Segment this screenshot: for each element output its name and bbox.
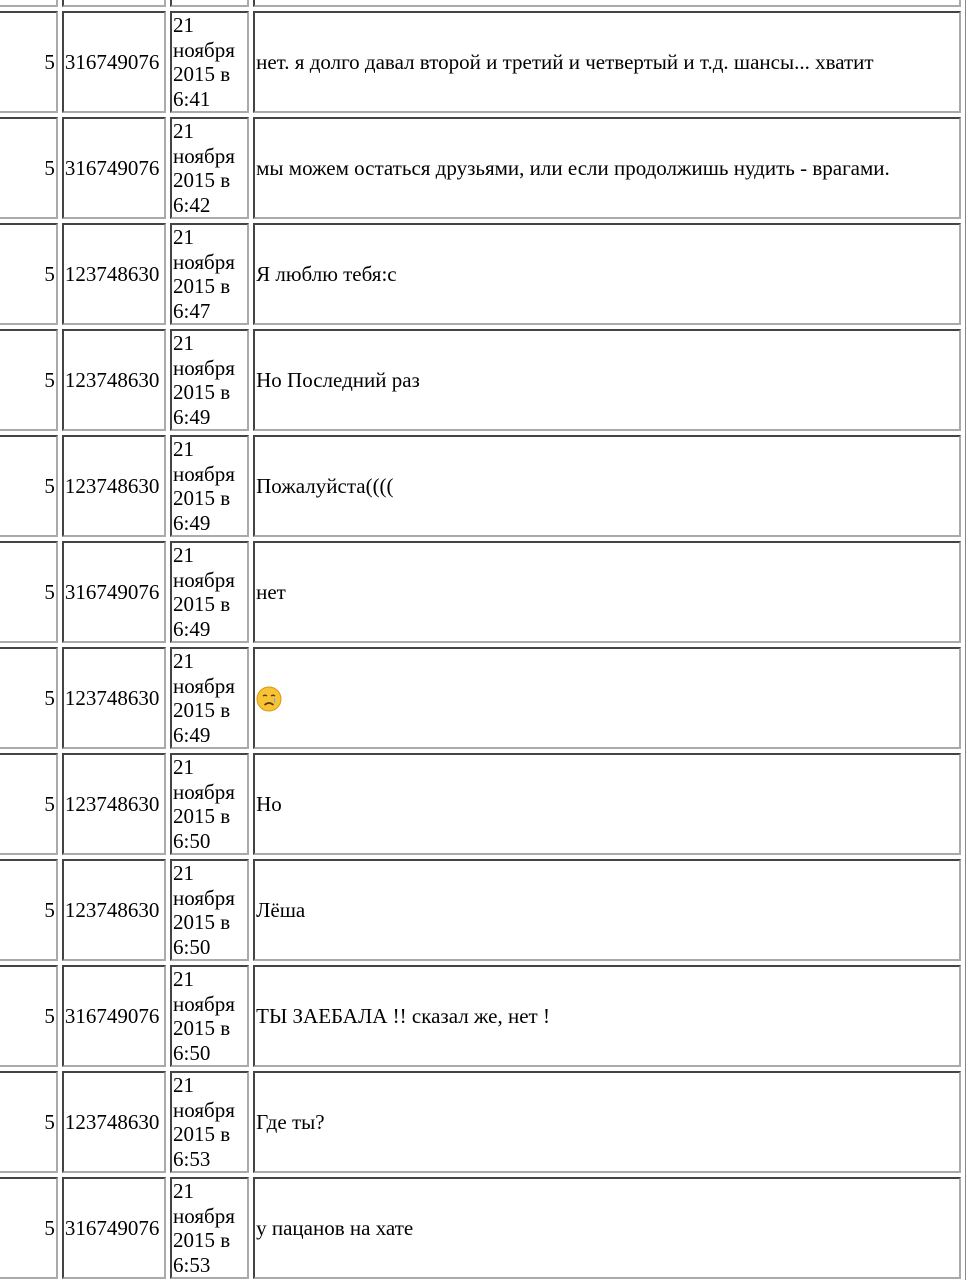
message-id-cell: 5 <box>0 647 58 749</box>
timestamp-cell <box>170 0 249 7</box>
timestamp-line: 6:42 <box>173 192 211 217</box>
sender-id-cell: 316749076 <box>62 1177 166 1279</box>
timestamp-line: 21 <box>173 967 195 991</box>
timestamp-line: 21 <box>173 331 195 355</box>
message-text: Но <box>256 791 282 816</box>
timestamp-line: 6:41 <box>173 86 211 111</box>
message-row <box>0 117 961 219</box>
message-text-cell <box>253 647 961 749</box>
timestamp-line: 6:49 <box>173 404 211 429</box>
timestamp-line: ноября <box>173 1097 235 1122</box>
message-id-cell: 5 <box>0 859 58 961</box>
timestamp-cell <box>170 753 249 855</box>
message-text-cell <box>253 435 961 537</box>
timestamp-line: ноября <box>173 461 235 486</box>
sender-id-cell: 123748630 <box>62 1071 166 1173</box>
timestamp-cell <box>170 1071 249 1173</box>
timestamp-line: ноября <box>173 1203 235 1228</box>
timestamp-line: 2015 в <box>173 910 231 934</box>
message-text: Где ты? <box>256 1109 325 1134</box>
timestamp-line: 2015 в <box>173 804 231 828</box>
message-row <box>0 753 961 855</box>
message-text-cell <box>253 1177 961 1279</box>
sender-id-cell: 123748630 <box>62 647 166 749</box>
message-row <box>0 329 961 431</box>
timestamp-line: 21 <box>173 119 195 143</box>
timestamp-line: 6:49 <box>173 722 211 747</box>
timestamp-line: 6:49 <box>173 510 211 535</box>
timestamp-line: ноября <box>173 249 235 274</box>
timestamp-line: 21 <box>173 649 195 673</box>
timestamp-cell <box>170 1177 249 1279</box>
sender-id-cell: 316749076 <box>62 965 166 1067</box>
timestamp-line: 2015 в <box>173 486 231 510</box>
timestamp-cell <box>170 329 249 431</box>
timestamp-line: 21 <box>173 543 195 567</box>
message-row <box>0 1071 961 1173</box>
message-id-cell: 5 <box>0 541 58 643</box>
sender-id-cell: 123748630 <box>62 223 166 325</box>
sender-id-cell: 123748630 <box>62 753 166 855</box>
timestamp-line: 21 <box>173 225 195 249</box>
message-row <box>0 647 961 749</box>
crying-face-icon <box>256 686 282 712</box>
message-text: Я люблю тебя:с <box>256 261 397 286</box>
timestamp-line: 6:50 <box>173 1040 211 1065</box>
timestamp-line: 2015 в <box>173 592 231 616</box>
timestamp-cell <box>170 435 249 537</box>
message-id-cell: 5 <box>0 11 58 113</box>
timestamp-line: 2015 в <box>173 1016 231 1040</box>
timestamp-line: 2015 в <box>173 168 231 192</box>
timestamp-line: ноября <box>173 567 235 592</box>
message-row <box>0 0 961 7</box>
timestamp-line: ноября <box>173 37 235 62</box>
message-row <box>0 541 961 643</box>
timestamp-cell <box>170 647 249 749</box>
message-row <box>0 435 961 537</box>
timestamp-cell <box>170 965 249 1067</box>
sender-id-cell: 316749076 <box>62 541 166 643</box>
sender-id-cell <box>62 0 166 7</box>
timestamp-line: ноября <box>173 885 235 910</box>
message-row <box>0 859 961 961</box>
timestamp-line: 21 <box>173 1073 195 1097</box>
message-row <box>0 223 961 325</box>
sender-id-cell: 123748630 <box>62 435 166 537</box>
timestamp-line: 6:50 <box>173 828 211 853</box>
message-text-cell <box>253 329 961 431</box>
sender-id-cell: 123748630 <box>62 859 166 961</box>
timestamp-cell <box>170 223 249 325</box>
message-text-cell <box>253 859 961 961</box>
timestamp-cell <box>170 11 249 113</box>
timestamp-line: 6:47 <box>173 298 211 323</box>
message-text-cell <box>253 223 961 325</box>
timestamp-line: 21 <box>173 861 195 885</box>
timestamp-line: 6:49 <box>173 616 211 641</box>
timestamp-cell <box>170 859 249 961</box>
sender-id-cell: 316749076 <box>62 117 166 219</box>
timestamp-line: 2015 в <box>173 1228 231 1252</box>
message-text-cell <box>253 11 961 113</box>
timestamp-line: 21 <box>173 437 195 461</box>
timestamp-line: 2015 в <box>173 698 231 722</box>
message-id-cell <box>0 0 58 7</box>
message-text: Но Последний раз <box>256 367 420 392</box>
message-id-cell: 5 <box>0 1071 58 1173</box>
message-id-cell: 5 <box>0 223 58 325</box>
message-id-cell: 5 <box>0 435 58 537</box>
message-id-cell: 5 <box>0 965 58 1067</box>
message-text: Пожалуйста(((( <box>256 473 394 498</box>
message-row <box>0 11 961 113</box>
message-text-cell <box>253 965 961 1067</box>
message-id-cell: 5 <box>0 329 58 431</box>
message-row <box>0 1177 961 1279</box>
timestamp-line: ноября <box>173 355 235 380</box>
timestamp-line: ноября <box>173 673 235 698</box>
timestamp-line: 6:53 <box>173 1146 211 1171</box>
message-text: мы можем остаться друзьями, или если продолжишь нудить - врагами. <box>256 155 890 180</box>
message-text-cell <box>253 541 961 643</box>
timestamp-line: 21 <box>173 755 195 779</box>
message-text: ТЫ ЗАЕБАЛА !! сказал же, нет ! <box>256 1003 550 1028</box>
timestamp-line: 21 <box>173 13 195 37</box>
timestamp-cell <box>170 541 249 643</box>
message-text-cell <box>253 753 961 855</box>
timestamp-line: 2015 в <box>173 380 231 404</box>
timestamp-line: 2015 в <box>173 62 231 86</box>
message-text-cell <box>253 0 961 7</box>
message-text: Лёша <box>256 897 306 922</box>
message-id-cell: 5 <box>0 1177 58 1279</box>
message-text: нет. я долго давал второй и третий и четвертый и т.д. шансы... хватит <box>256 49 874 74</box>
timestamp-line: ноября <box>173 991 235 1016</box>
timestamp-line: ноября <box>173 143 235 168</box>
message-row <box>0 965 961 1067</box>
timestamp-line: 6:50 <box>173 934 211 959</box>
timestamp-line: ноября <box>173 779 235 804</box>
timestamp-line: 2015 в <box>173 274 231 298</box>
timestamp-line: 21 <box>173 1179 195 1203</box>
message-id-cell: 5 <box>0 753 58 855</box>
timestamp-line: 2015 в <box>173 1122 231 1146</box>
message-id-cell: 5 <box>0 117 58 219</box>
timestamp-line: 6:53 <box>173 1252 211 1277</box>
timestamp-cell <box>170 117 249 219</box>
message-text-cell <box>253 117 961 219</box>
message-text: у пацанов на хате <box>256 1215 414 1240</box>
message-text: нет <box>256 579 286 604</box>
sender-id-cell: 123748630 <box>62 329 166 431</box>
sender-id-cell: 316749076 <box>62 11 166 113</box>
message-text-cell <box>253 1071 961 1173</box>
